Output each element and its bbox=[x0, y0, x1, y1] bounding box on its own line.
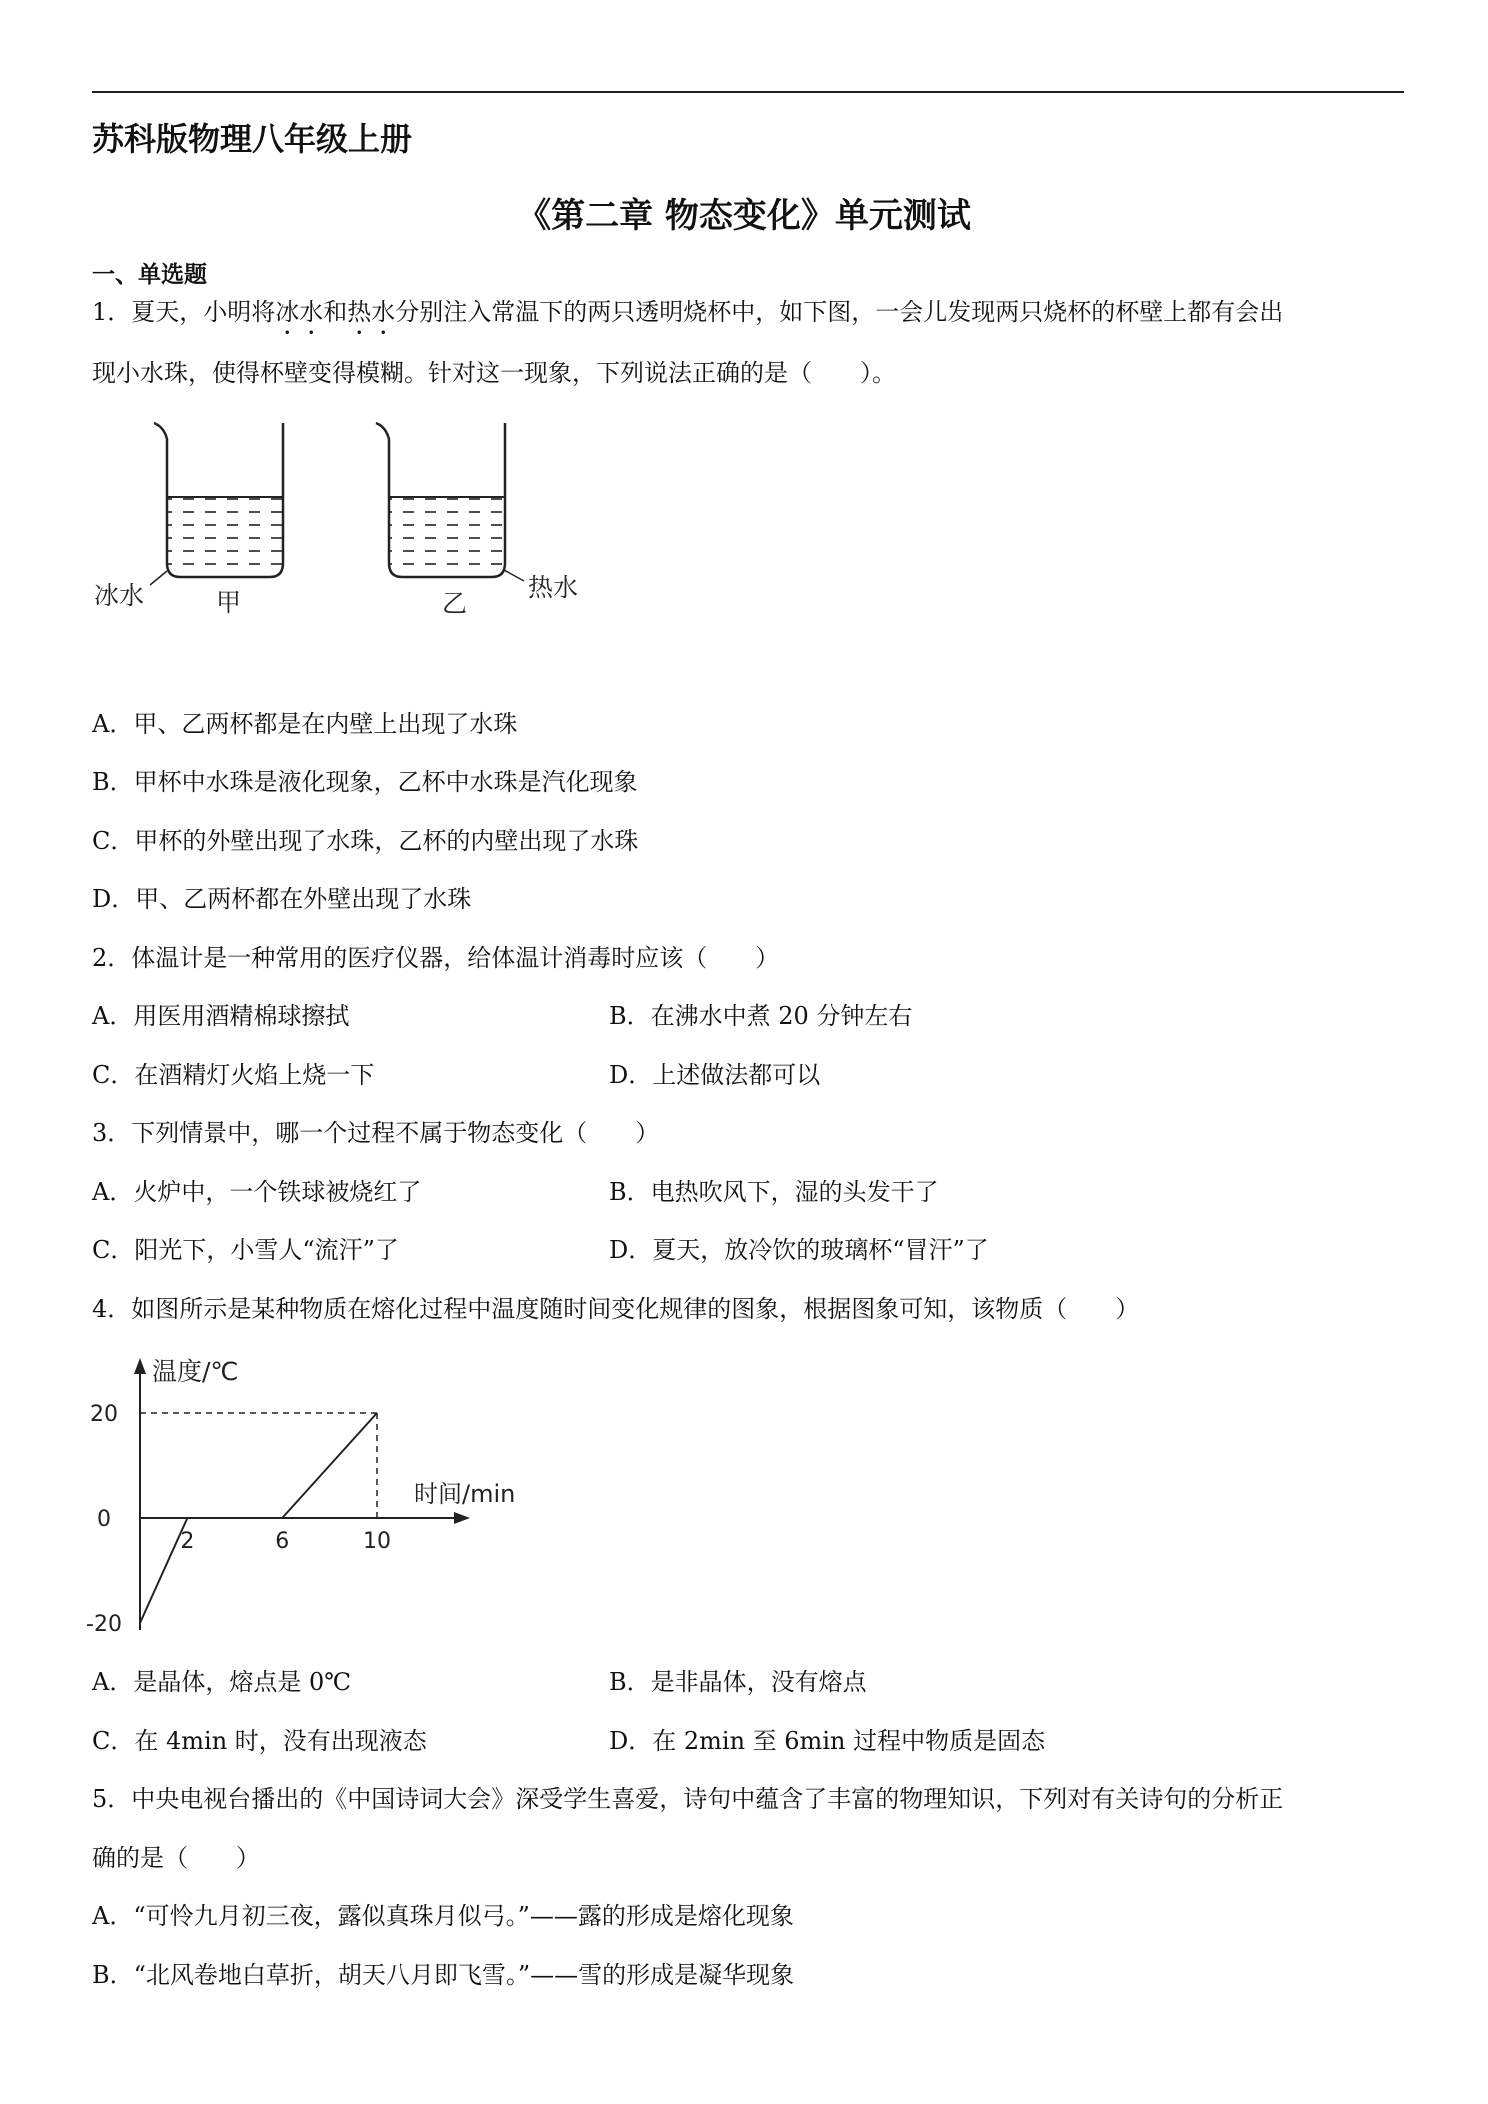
q2-option-d[interactable]: D．上述做法都可以 bbox=[609, 1061, 821, 1089]
q1-emph-hot: 热水 bbox=[347, 298, 396, 326]
section-heading: 一、单选题 bbox=[92, 262, 207, 288]
melting-chart bbox=[86, 1350, 532, 1640]
q2-option-a[interactable]: A．用医用酒精棉球擦拭 bbox=[92, 1002, 350, 1030]
y-axis-arrow bbox=[134, 1358, 146, 1374]
q2-option-c[interactable]: C．在酒精灯火焰上烧一下 bbox=[92, 1061, 375, 1089]
y-tick-label: -20 bbox=[86, 1612, 122, 1637]
q4-option-d[interactable]: D．在 2min 至 6min 过程中物质是固态 bbox=[609, 1727, 1046, 1755]
beaker-left bbox=[150, 423, 283, 585]
q2-option-b[interactable]: B．在沸水中煮 20 分钟左右 bbox=[609, 1002, 913, 1030]
x-tick-label: 10 bbox=[363, 1529, 391, 1554]
q5-stem-line1: 5．中央电视台播出的《中国诗词大会》深受学生喜爱，诗句中蕴含了丰富的物理知识，下列对有关诗句的分析正 bbox=[92, 1785, 1284, 1813]
q3-option-d[interactable]: D．夏天，放冷饮的玻璃杯“冒汗”了 bbox=[609, 1236, 989, 1264]
x-axis-arrow bbox=[454, 1512, 470, 1524]
q5-option-b[interactable]: B．“北风卷地白草折，胡天八月即飞雪。”——雪的形成是凝华现象 bbox=[92, 1961, 795, 1989]
beaker-right bbox=[376, 423, 524, 581]
label-jia: 甲 bbox=[216, 588, 242, 617]
q1-emph-ice: 冰水 bbox=[275, 298, 324, 326]
x-tick-label: 6 bbox=[275, 1529, 290, 1554]
q1-stem-line2: 现小水珠，使得杯壁变得模糊。针对这一现象，下列说法正确的是（ ）。 bbox=[92, 359, 896, 387]
q3-option-a[interactable]: A．火炉中，一个铁球被烧红了 bbox=[92, 1178, 422, 1206]
q1-option-b[interactable]: B．甲杯中水珠是液化现象，乙杯中水珠是汽化现象 bbox=[92, 768, 638, 796]
q4-stem: 4．如图所示是某种物质在熔化过程中温度随时间变化规律的图象，根据图象可知，该物质（ ） bbox=[92, 1295, 1140, 1323]
label-hot-water: 热水 bbox=[528, 573, 579, 602]
label-ice-water: 冰水 bbox=[94, 581, 145, 610]
book-title: 苏科版物理八年级上册 bbox=[92, 120, 413, 158]
q1-option-d[interactable]: D．甲、乙两杯都在外壁出现了水珠 bbox=[92, 885, 472, 913]
x-axis-label: 时间/min bbox=[414, 1480, 516, 1508]
q3-option-c[interactable]: C．阳光下，小雪人“流汗”了 bbox=[92, 1236, 399, 1264]
y-tick-label: 0 bbox=[97, 1507, 111, 1532]
data-segment-3 bbox=[282, 1413, 377, 1518]
q5-option-a[interactable]: A．“可怜九月初三夜，露似真珠月似弓。”——露的形成是熔化现象 bbox=[92, 1902, 794, 1930]
q1-option-a[interactable]: A．甲、乙两杯都是在内壁上出现了水珠 bbox=[92, 710, 518, 738]
q4-option-b[interactable]: B．是非晶体，没有熔点 bbox=[609, 1668, 867, 1696]
q3-option-b[interactable]: B．电热吹风下，湿的头发干了 bbox=[609, 1178, 939, 1206]
q1-stem-line1: 1．夏天，小明将冰水和热水分别注入常温下的两只透明烧杯中，如下图，一会儿发现两只烧杯的杯壁上都有会出 bbox=[92, 298, 1284, 326]
q5-stem-line2: 确的是（ ） bbox=[92, 1844, 260, 1872]
label-yi: 乙 bbox=[442, 589, 468, 618]
q2-stem: 2．体温计是一种常用的医疗仪器，给体温计消毒时应该（ ） bbox=[92, 944, 780, 972]
beaker-figure bbox=[92, 415, 612, 625]
q3-stem: 3．下列情景中，哪一个过程不属于物态变化（ ） bbox=[92, 1119, 660, 1147]
y-tick-label: 20 bbox=[90, 1402, 118, 1427]
q1-option-c[interactable]: C．甲杯的外壁出现了水珠，乙杯的内壁出现了水珠 bbox=[92, 827, 639, 855]
q4-option-c[interactable]: C．在 4min 时，没有出现液态 bbox=[92, 1727, 427, 1755]
x-tick-label: 2 bbox=[180, 1529, 195, 1554]
y-axis-label: 温度/℃ bbox=[152, 1357, 239, 1386]
test-title: 《第二章 物态变化》单元测试 bbox=[517, 196, 971, 236]
top-rule bbox=[92, 91, 1404, 93]
q4-option-a[interactable]: A．是晶体，熔点是 0℃ bbox=[92, 1668, 352, 1696]
